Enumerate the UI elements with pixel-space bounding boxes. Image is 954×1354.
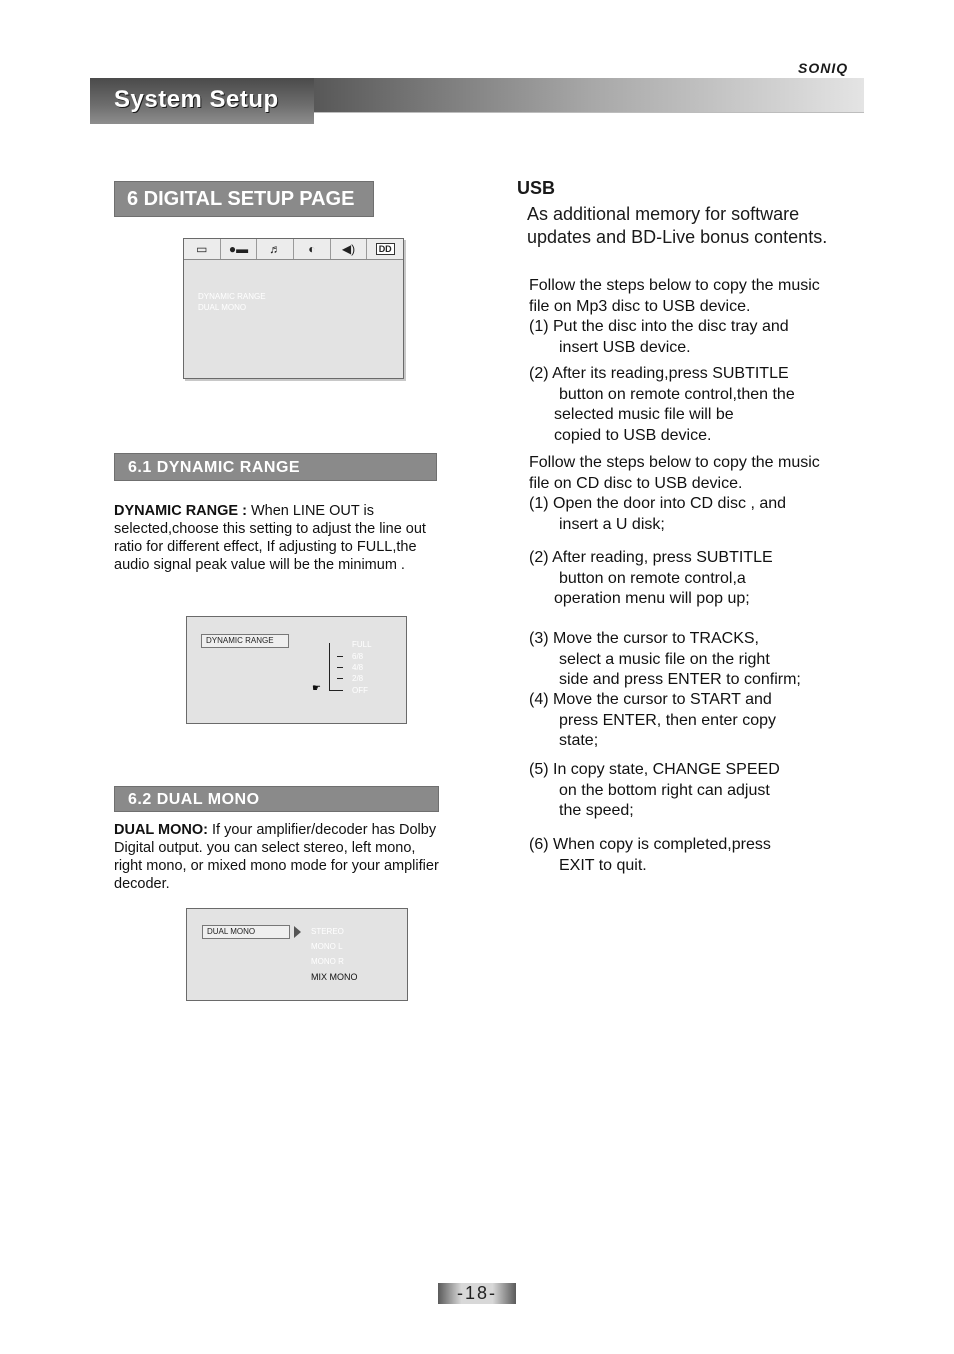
- option-off: OFF: [352, 686, 368, 695]
- page-title: System Setup: [114, 86, 279, 113]
- cd-step-2: [529, 548, 773, 610]
- cd-step-3-line: side and press ENTER to confirm;: [559, 671, 801, 688]
- cd-step-6: [529, 835, 771, 876]
- cd-step-4-line: state;: [559, 732, 599, 749]
- user-icon: ●▬: [221, 239, 258, 259]
- cd-step-3: [529, 629, 801, 691]
- dynamic-range-item: DYNAMIC RANGE: [201, 634, 289, 648]
- cd-step-1: [529, 494, 786, 535]
- mp3-step-1-line: (1) Put the disc into the disc tray and: [529, 318, 789, 335]
- dual-mono-body: If your amplifier/decoder has Dolby Digital output. you can select stereo, left mono, right mono, or mixed mono mode for your amplifier decoder.: [114, 822, 439, 892]
- option-stereo: STEREO: [311, 927, 344, 936]
- mp3-instructions-lead: Follow the steps below to copy the music file on Mp3 disc to USB device.: [529, 277, 820, 315]
- cd-step-4-line: press ENTER, then enter copy: [559, 711, 776, 729]
- dual-mono-screen: [186, 908, 408, 1001]
- mp3-step-2-line: button on remote control,then the: [559, 385, 795, 403]
- option-mono-r: MONO R: [311, 957, 344, 966]
- option-4-8: 4/8: [352, 663, 364, 672]
- cd-step-4-line: (4) Move the cursor to START and: [529, 691, 772, 708]
- cd-step-2-line: operation menu will pop up;: [554, 590, 750, 607]
- cd-step-1-line: (1) Open the door into CD disc , and: [529, 495, 787, 512]
- range-tick: [329, 690, 343, 691]
- contrast-icon: ◐: [294, 239, 331, 259]
- range-tick: [337, 667, 343, 668]
- mp3-step-1-line: insert USB device.: [559, 338, 691, 356]
- option-mono-l: MONO L: [311, 942, 343, 951]
- section-heading-dynamic-range: 6.1 DYNAMIC RANGE: [114, 453, 437, 481]
- dynamic-range-body: When LINE OUT is selected,choose this setting to adjust the line out ratio for different effect, If adjusting to FULL,the audio signal peak value will be the minimum .: [114, 503, 426, 573]
- usb-intro: As additional memory for software updates and BD-Live bonus contents.: [527, 204, 828, 247]
- cd-step-5-line: on the bottom right can adjust: [559, 781, 770, 799]
- mp3-step-2-line: (2) After its reading,press SUBTITLE: [529, 365, 789, 382]
- range-tick: [337, 678, 343, 679]
- option-2-8: 2/8: [352, 674, 364, 683]
- mp3-step-2-line: selected music file will be: [554, 406, 734, 423]
- menu-item-dual-mono: DUAL MONO: [198, 303, 247, 312]
- section-heading-dual-mono: 6.2 DUAL MONO: [114, 786, 439, 812]
- usb-heading: USB: [517, 178, 556, 198]
- brand-logo: SONIQ: [798, 60, 849, 76]
- cd-step-6-line: EXIT to quit.: [559, 856, 647, 874]
- mp3-step-1: [529, 317, 789, 358]
- dynamic-range-label: DYNAMIC RANGE :: [114, 503, 251, 519]
- music-icon: ♬: [257, 239, 294, 259]
- dual-mono-item: DUAL MONO: [202, 925, 290, 939]
- page-number: -18-: [438, 1283, 516, 1304]
- cd-instructions-lead: Follow the steps below to copy the music file on CD disc to USB device.: [529, 454, 820, 492]
- menu-item-dynamic-range: DYNAMIC RANGE: [198, 292, 266, 301]
- speaker-icon: ◀): [331, 239, 368, 259]
- mp3-step-2-line: copied to USB device.: [554, 426, 712, 444]
- dynamic-range-description: [114, 502, 436, 574]
- range-scale-line: [329, 643, 330, 691]
- cd-step-5: [529, 760, 780, 822]
- range-tick: [337, 656, 343, 657]
- arrow-right-icon: [294, 926, 301, 938]
- dual-mono-description: [114, 821, 440, 893]
- option-mix-mono: MIX MONO: [311, 972, 358, 982]
- dual-mono-label: DUAL MONO:: [114, 822, 213, 838]
- cd-step-2-line: (2) After reading, press SUBTITLE: [529, 549, 773, 566]
- pointer-icon: ☛: [312, 683, 321, 694]
- cd-step-5-line: the speed;: [559, 802, 634, 819]
- cd-step-3-line: (3) Move the cursor to TRACKS,: [529, 630, 759, 647]
- cd-step-1-line: insert a U disk;: [559, 515, 665, 533]
- digital-setup-screen: [183, 238, 404, 379]
- cd-step-4: [529, 690, 776, 752]
- section-heading-digital-setup: 6 DIGITAL SETUP PAGE: [114, 181, 374, 217]
- option-full: FULL: [352, 640, 372, 649]
- dolby-icon: DD: [367, 239, 403, 259]
- display-icon: ▭: [184, 239, 221, 259]
- cd-step-2-line: button on remote control,a: [559, 569, 746, 587]
- dynamic-range-screen: [186, 616, 407, 724]
- setup-tab-bar: [184, 239, 403, 260]
- cd-step-6-line: (6) When copy is completed,press: [529, 836, 771, 853]
- option-6-8: 6/8: [352, 652, 364, 661]
- cd-step-3-line: select a music file on the right: [559, 650, 770, 668]
- cd-step-5-line: (5) In copy state, CHANGE SPEED: [529, 761, 780, 778]
- mp3-step-2: [529, 364, 795, 446]
